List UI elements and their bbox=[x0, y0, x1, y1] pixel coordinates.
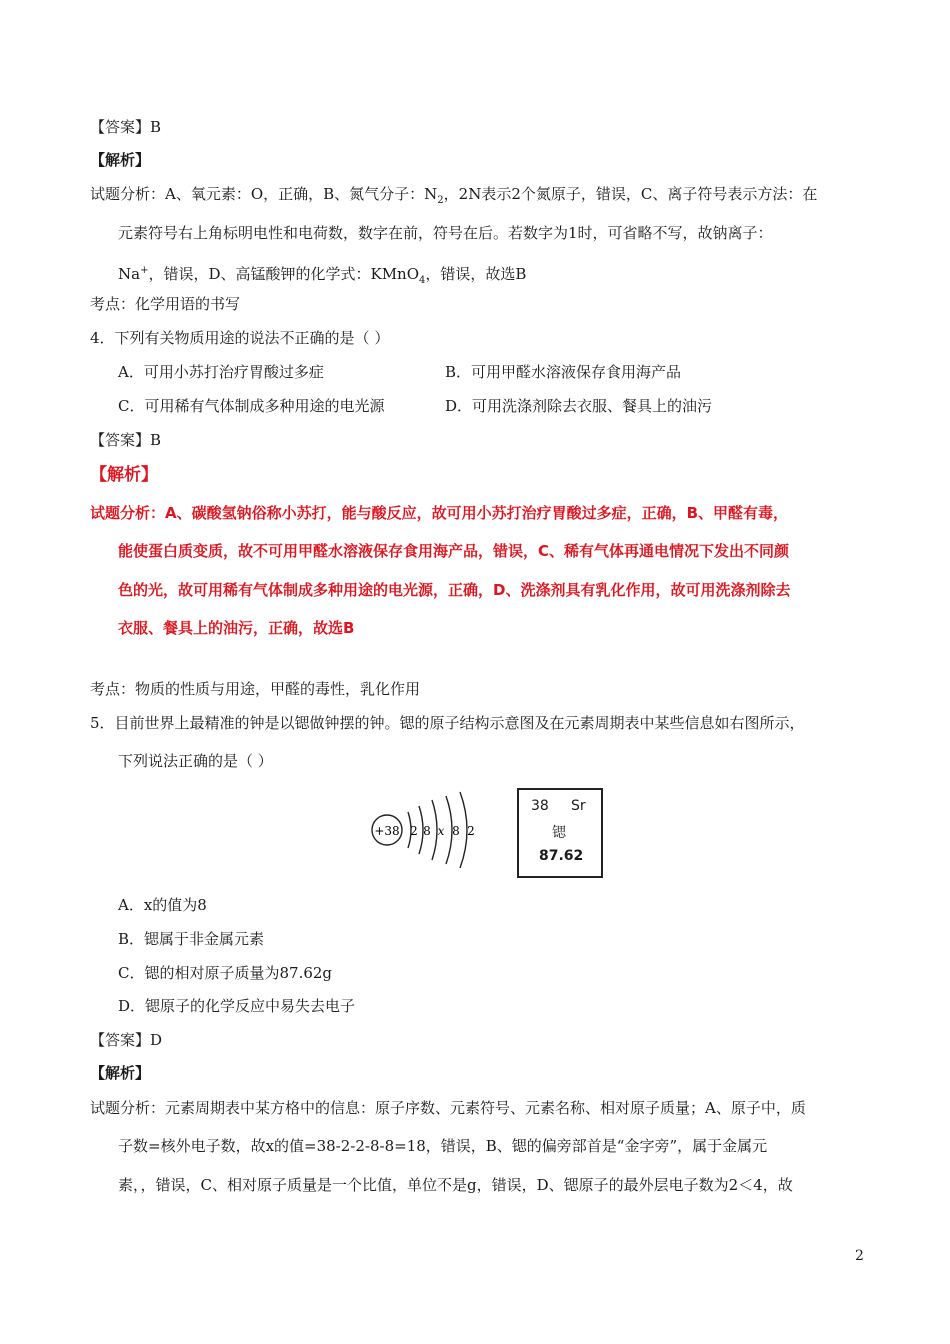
atomic-number: 38 bbox=[531, 798, 549, 814]
shell-electrons-2: 8 bbox=[423, 824, 431, 838]
q4-option-a: A．可用小苏打治疗胃酸过多症 bbox=[118, 363, 324, 381]
q4-option-d: D．可用洗涤剂除去衣服、餐具上的油污 bbox=[445, 397, 713, 415]
nucleus-charge: +38 bbox=[374, 824, 400, 838]
q3-analysis-label: 【解析】 bbox=[90, 151, 151, 169]
shell-electrons-1: 2 bbox=[410, 824, 418, 838]
q4-analysis-line-3: 色的光，故可用稀有气体制成多种用途的电光源，正确，D、洗涤剂具有乳化作用，故可用洗涤剂除去 bbox=[118, 581, 791, 599]
shell-arc-5 bbox=[460, 792, 467, 868]
q5-answer: 【答案】D bbox=[90, 1031, 163, 1049]
q4-answer: 【答案】B bbox=[90, 431, 162, 449]
q5-option-b: B．锶属于非金属元素 bbox=[118, 930, 265, 948]
q3-analysis-line-2: 元素符号右上角标明电性和电荷数，数字在前，符号在后。若数字为1时，可省略不写，故钠离子： bbox=[118, 224, 773, 242]
q5-option-d: D．锶原子的化学反应中易失去电子 bbox=[118, 997, 356, 1015]
q5-option-c: C．锶的相对原子质量为87.62g bbox=[118, 964, 333, 982]
q5-option-a: A．x的值为8 bbox=[118, 896, 207, 914]
shell-electrons-3: x bbox=[437, 824, 445, 838]
element-name: 锶 bbox=[552, 825, 566, 841]
element-symbol: Sr bbox=[571, 798, 586, 814]
shell-electrons-4: 8 bbox=[452, 824, 460, 838]
q3-analysis-line-1: 试题分析：A、氧元素：O，正确，B、氮气分子：$N_2$，2N表示2个氮原子，错误，C、离子符号表示方法：在 bbox=[90, 185, 818, 206]
strontium-atom-diagram bbox=[370, 784, 490, 874]
q4-stem: 4．下列有关物质用途的说法不正确的是（ ） bbox=[90, 329, 390, 347]
q5-analysis-line-1: 试题分析：元素周期表中某方格中的信息：原子序数、元素符号、元素名称、相对原子质量；A、原子中，质 bbox=[90, 1099, 806, 1117]
q4-analysis-line-2: 能使蛋白质变质，故不可用甲醛水溶液保存食用海产品，错误，C、稀有气体再通电情况下发出不同颜 bbox=[118, 542, 790, 560]
periodic-table-cell bbox=[517, 788, 603, 878]
q5-analysis-line-3: 素，，错误，C、相对原子质量是一个比值，单位不是g，错误，D、锶原子的最外层电子数为2＜4，故 bbox=[118, 1176, 793, 1194]
shell-electrons-5: 2 bbox=[467, 824, 475, 838]
q3-answer: 【答案】B bbox=[90, 118, 162, 136]
q3-point: 考点：化学用语的书写 bbox=[90, 295, 241, 313]
q4-analysis-label: 【解析】 bbox=[90, 465, 158, 485]
shell-arc-4 bbox=[446, 796, 452, 864]
q5-analysis-label: 【解析】 bbox=[90, 1064, 151, 1082]
page-number: 2 bbox=[855, 1248, 864, 1264]
q4-option-c: C．可用稀有气体制成多种用途的电光源 bbox=[118, 397, 385, 415]
q4-option-b: B．可用甲醛水溶液保存食用海产品 bbox=[445, 363, 682, 381]
atomic-mass: 87.62 bbox=[539, 848, 584, 864]
q3-analysis-line-3: Na+，错误，D、高锰酸钾的化学式：KMnO$_4$，错误，故选B bbox=[118, 265, 527, 286]
q4-analysis-line-4: 衣服、餐具上的油污，正确，故选B bbox=[118, 619, 355, 637]
q4-analysis-line-1: 试题分析：A、碳酸氢钠俗称小苏打，能与酸反应，故可用小苏打治疗胃酸过多症，正确，B、甲醛有毒， bbox=[90, 504, 789, 522]
shell-arc-3 bbox=[432, 800, 437, 860]
q4-point: 考点：物质的性质与用途，甲醛的毒性，乳化作用 bbox=[90, 680, 421, 698]
q5-analysis-line-2: 子数=核外电子数，故x的值=38-2-2-8-8=18，错误，B、锶的偏旁部首是“金字旁”，属于金属元 bbox=[118, 1137, 768, 1155]
q5-stem-line-1: 5．目前世界上最精准的钟是以锶做钟摆的钟。锶的原子结构示意图及在元素周期表中某些信息如右图所示， bbox=[90, 714, 805, 732]
q5-stem-line-2: 下列说法正确的是（ ） bbox=[118, 752, 273, 770]
